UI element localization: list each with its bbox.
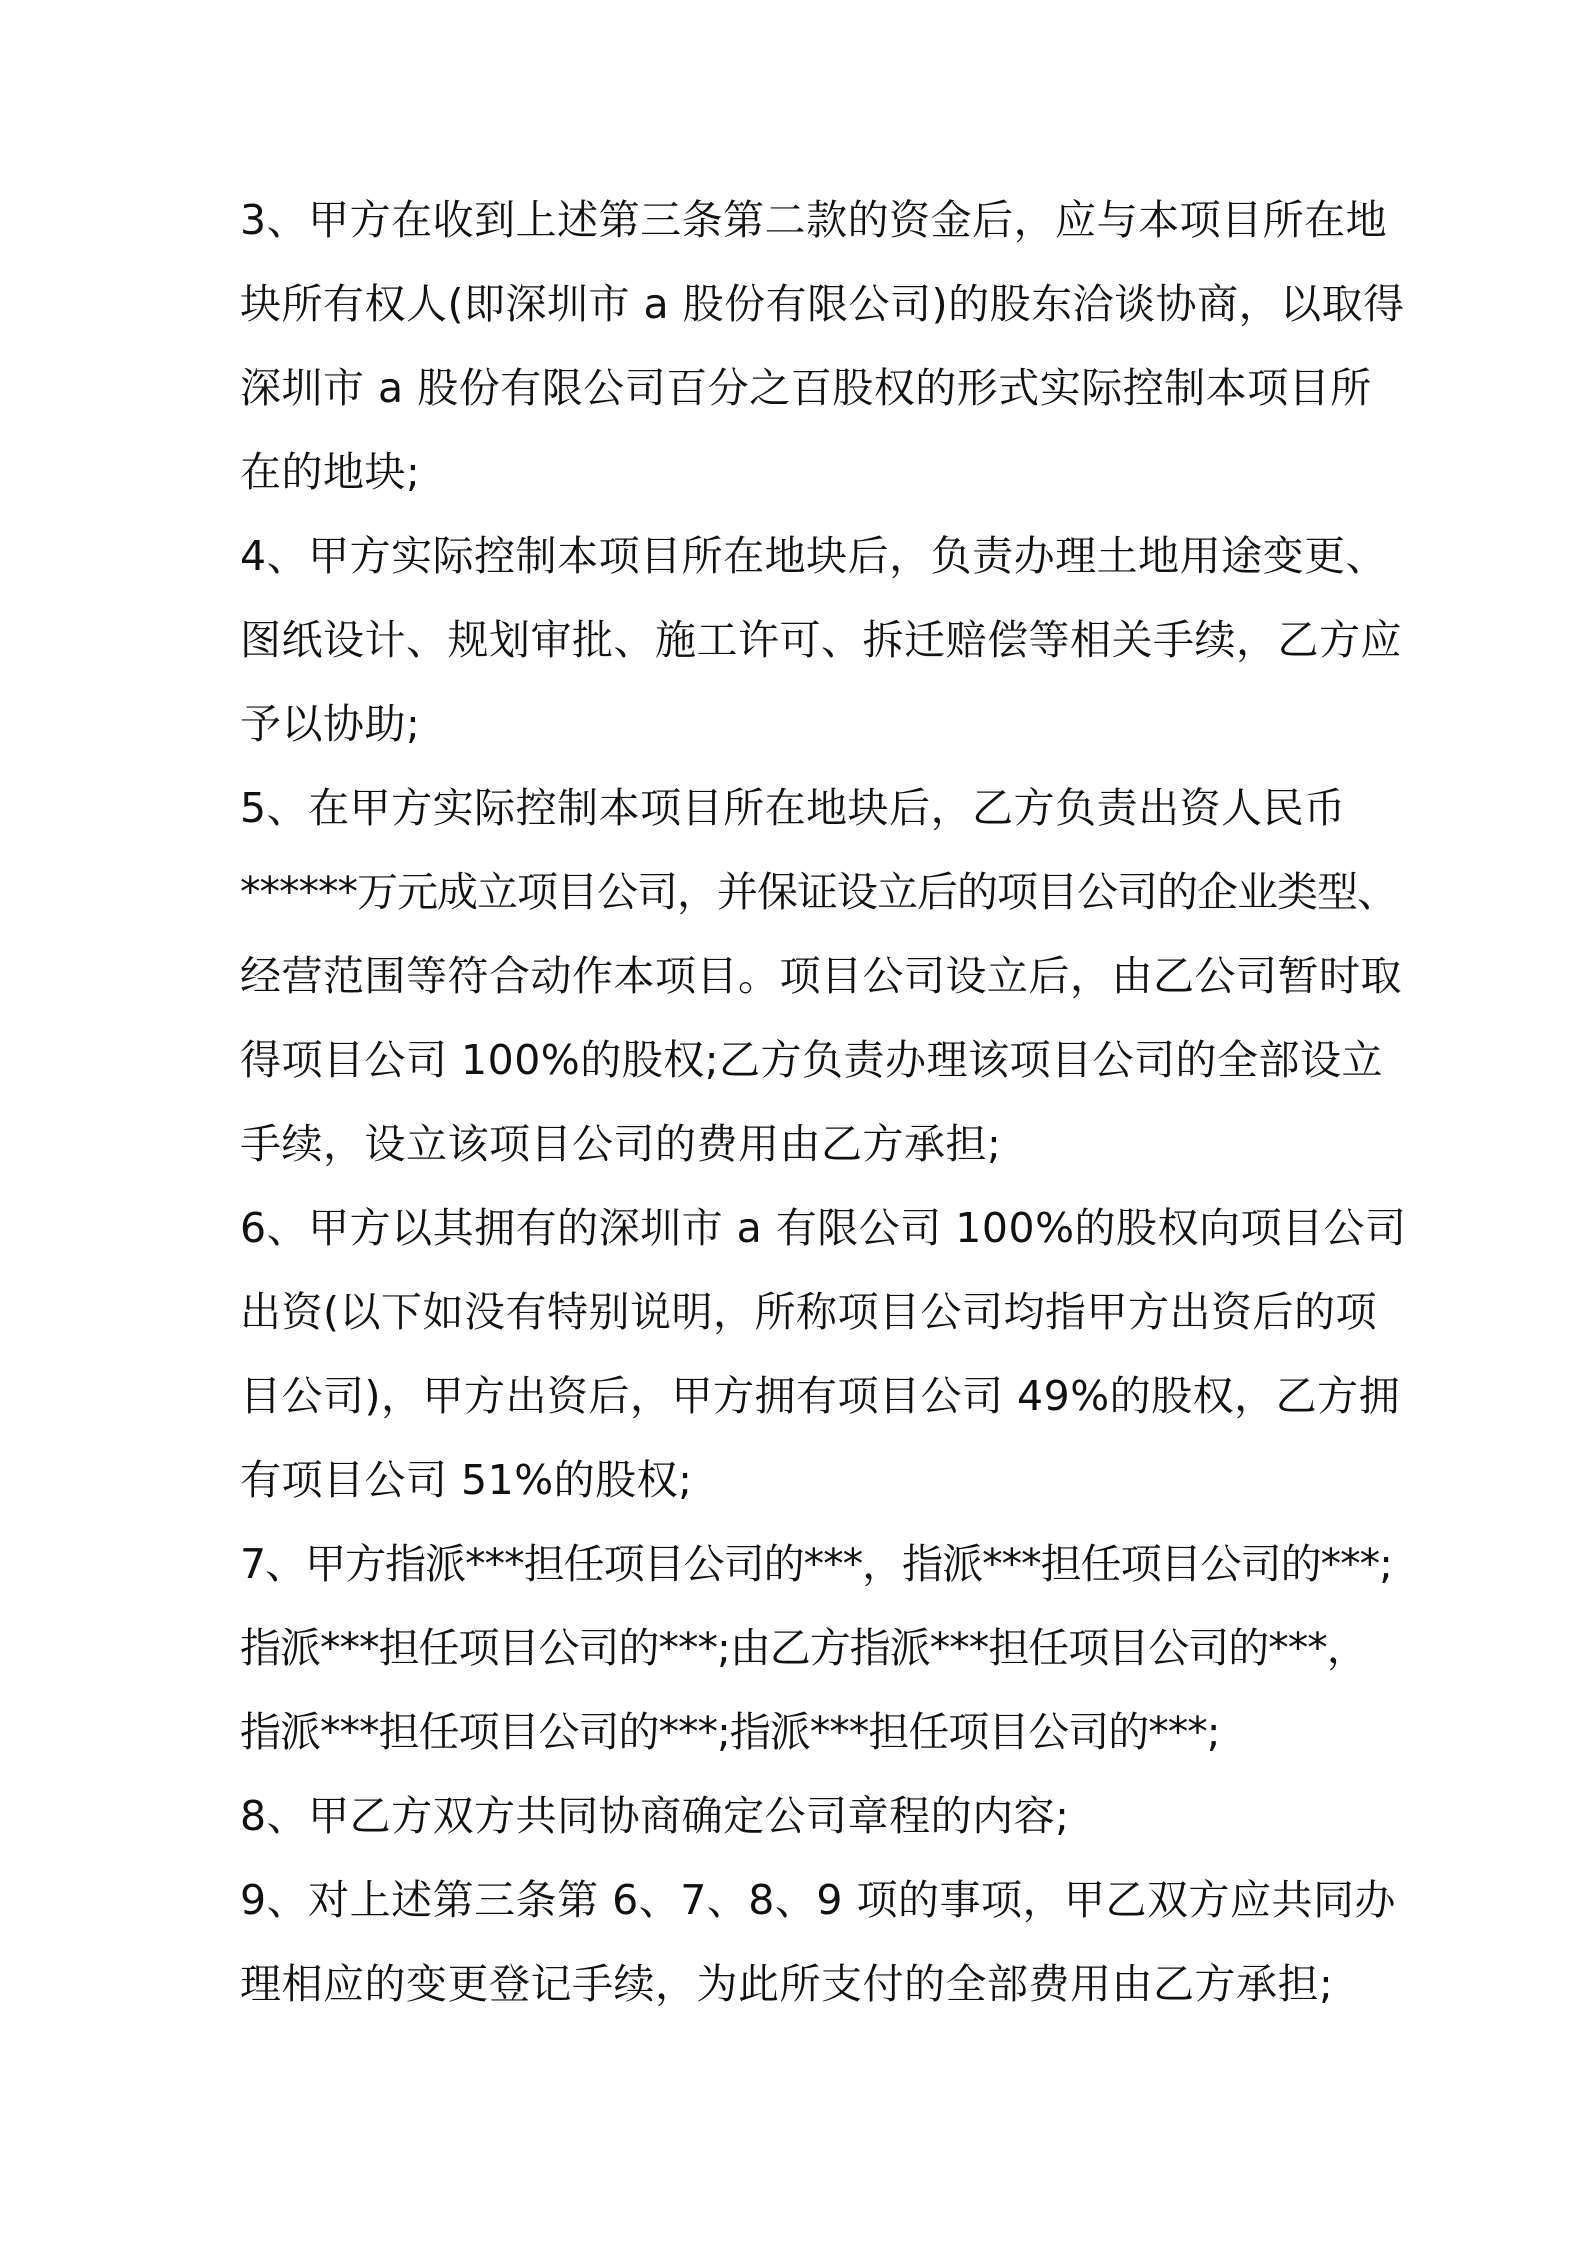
text-line: 8、甲乙方双方共同协商确定公司章程的内容;: [240, 1792, 1070, 1840]
text-line: 3、甲方在收到上述第三条第二款的资金后，应与本项目所在地: [240, 196, 1388, 244]
text-line: 得项目公司 100%的股权;乙方负责办理该项目公司的全部设立: [240, 1036, 1384, 1084]
text-line: 5、在甲方实际控制本项目所在地块后，乙方负责出资人民币: [240, 784, 1346, 832]
text-line: 经营范围等符合动作本项目。项目公司设立后，由乙公司暂时取: [240, 952, 1402, 1000]
text-line: 7、甲方指派***担任项目公司的***，指派***担任项目公司的***;: [240, 1540, 1392, 1588]
text-line: 图纸设计、规划审批、施工许可、拆迁赔偿等相关手续，乙方应: [240, 616, 1402, 664]
text-line: 6、甲方以其拥有的深圳市 a 有限公司 100%的股权向项目公司: [240, 1204, 1407, 1252]
text-line: 在的地块;: [240, 448, 421, 496]
text-line: ******万元成立项目公司，并保证设立后的项目公司的企业类型、: [240, 868, 1397, 916]
text-line: 理相应的变更登记手续，为此所支付的全部费用由乙方承担;: [240, 1960, 1334, 2008]
text-line: 出资(以下如没有特别说明，所称项目公司均指甲方出资后的项: [240, 1288, 1377, 1336]
text-line: 指派***担任项目公司的***;由乙方指派***担任项目公司的***，: [240, 1624, 1367, 1672]
text-line: 4、甲方实际控制本项目所在地块后，负责办理土地用途变更、: [240, 532, 1388, 580]
text-line: 指派***担任项目公司的***;指派***担任项目公司的***;: [240, 1708, 1220, 1756]
text-line: 有项目公司 51%的股权;: [240, 1456, 693, 1504]
text-line: 目公司)，甲方出资后，甲方拥有项目公司 49%的股权，乙方拥: [240, 1372, 1401, 1420]
text-line: 9、对上述第三条第 6、7、8、9 项的事项，甲乙双方应共同办: [240, 1876, 1396, 1924]
text-line: 深圳市 a 股份有限公司百分之百股权的形式实际控制本项目所: [240, 364, 1372, 412]
text-line: 块所有权人(即深圳市 a 股份有限公司)的股东洽谈协商，以取得: [240, 280, 1405, 328]
text-line: 予以协助;: [240, 700, 421, 748]
text-line: 手续，设立该项目公司的费用由乙方承担;: [240, 1120, 1002, 1168]
document-body: [240, 178, 1407, 2026]
